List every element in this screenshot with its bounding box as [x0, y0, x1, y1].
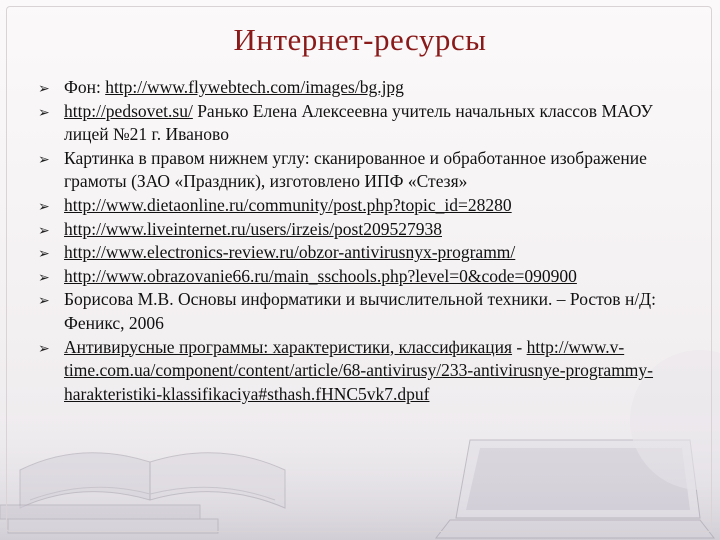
item-text: Ранько Елена Алексеевна учитель начальных классов МАОУ лицей №21 г. Иваново [64, 100, 653, 145]
resource-link[interactable]: http://www.v-time.com.ua/component/content/article/68-antivirusy/233-antivirusnye-programmy-harakteristiki-klassifikaciya#sthash.fHNC5vk7.dpuf [64, 336, 654, 404]
bullet-arrow-icon: ➢ [38, 293, 50, 310]
list-item [38, 194, 693, 218]
bullet-arrow-icon: ➢ [38, 198, 50, 215]
bullet-arrow-icon: ➢ [38, 104, 50, 121]
list-item [38, 265, 693, 289]
bullet-arrow-icon: ➢ [38, 340, 50, 357]
bullet-arrow-icon: ➢ [38, 151, 50, 168]
resource-link[interactable]: Антивирусные программы: характеристики, классификация [64, 336, 513, 357]
bullet-arrow-icon: ➢ [38, 81, 50, 97]
list-item [38, 218, 693, 242]
list-item [38, 76, 693, 100]
resource-list [38, 76, 693, 406]
slide-title: Интернет-ресурсы [233, 22, 487, 57]
bullet-arrow-icon: ➢ [38, 269, 50, 286]
list-item [38, 241, 693, 265]
item-text: Фон: [64, 77, 106, 97]
item-text: Картинка в правом нижнем углу: сканированное и обработанное изображение грамоты (ЗАО «Праздник), изготовлено ИПФ «Стезя» [64, 147, 647, 192]
resource-link[interactable]: http://www.flywebtech.com/images/bg.jpg [105, 77, 404, 97]
resource-link[interactable]: http://www.liveinternet.ru/users/irzeis/post209527938 [64, 218, 442, 239]
resource-link[interactable]: http://www.obrazovanie66.ru/main_sschools.php?level=0&code=090900 [64, 265, 577, 286]
item-text: - [512, 336, 527, 357]
bullet-arrow-icon: ➢ [38, 222, 50, 239]
list-item [38, 288, 693, 335]
list-item [38, 100, 693, 147]
resource-link[interactable]: http://www.electronics-review.ru/obzor-antivirusnyx-programm/ [64, 242, 516, 263]
resource-link[interactable]: http://www.dietaonline.ru/community/post.php?topic_id=28280 [64, 194, 512, 215]
list-item [38, 336, 693, 407]
resource-link[interactable]: http://pedsovet.su/ [64, 100, 193, 121]
bullet-arrow-icon: ➢ [38, 246, 50, 263]
list-item [38, 147, 693, 194]
item-text: Борисова М.В. Основы информатики и вычислительной техники. – Ростов н/Д: Феникс, 2006 [64, 289, 656, 333]
